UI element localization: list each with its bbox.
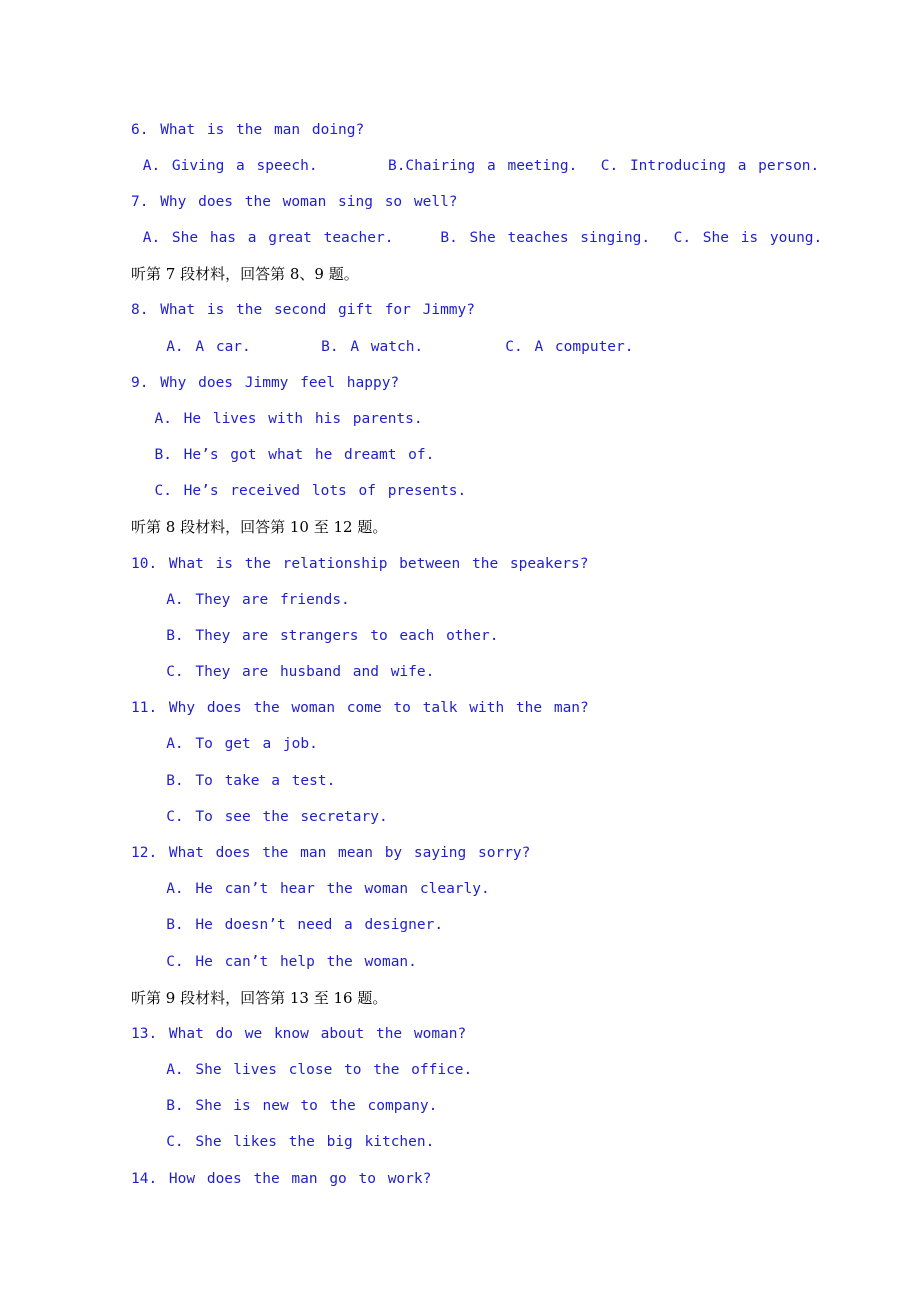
question-9-option-c: C. He’s received lots of presents.: [131, 483, 467, 499]
question-9-option-b: B. He’s got what he dreamt of.: [131, 447, 435, 463]
question-10-option-c: C. They are husband and wife.: [131, 664, 435, 680]
question-12-option-c: C. He can’t help the woman.: [131, 954, 417, 970]
question-13: 13. What do we know about the woman?: [131, 1026, 467, 1042]
question-7: 7. Why does the woman sing so well?: [131, 194, 458, 210]
question-8-options: A. A car. B. A watch. C. A computer.: [131, 339, 634, 355]
question-13-option-c: C. She likes the big kitchen.: [131, 1134, 435, 1150]
question-13-option-a: A. She lives close to the office.: [131, 1062, 473, 1078]
section-heading-7: 听第 7 段材料，回答第 8、9 题。: [131, 265, 359, 283]
question-9-option-a: A. He lives with his parents.: [131, 411, 423, 427]
question-11-option-b: B. To take a test.: [131, 773, 336, 789]
question-10-option-a: A. They are friends.: [131, 592, 350, 608]
question-14: 14. How does the man go to work?: [131, 1171, 432, 1187]
question-10-option-b: B. They are strangers to each other.: [131, 628, 499, 644]
question-10: 10. What is the relationship between the speakers?: [131, 556, 589, 572]
section-heading-9: 听第 9 段材料，回答第 13 至 16 题。: [131, 989, 388, 1007]
question-9: 9. Why does Jimmy feel happy?: [131, 375, 400, 391]
question-6-options: A. Giving a speech. B.Chairing a meeting. C. Introducing a person.: [131, 158, 820, 174]
question-8: 8. What is the second gift for Jimmy?: [131, 302, 476, 318]
question-6: 6. What is the man doing?: [131, 122, 365, 138]
question-11-option-c: C. To see the secretary.: [131, 809, 388, 825]
question-13-option-b: B. She is new to the company.: [131, 1098, 438, 1114]
question-12: 12. What does the man mean by saying sorry?: [131, 845, 531, 861]
section-heading-8: 听第 8 段材料，回答第 10 至 12 题。: [131, 518, 388, 536]
question-12-option-a: A. He can’t hear the woman clearly.: [131, 881, 490, 897]
question-11: 11. Why does the woman come to talk with the man?: [131, 700, 589, 716]
question-11-option-a: A. To get a job.: [131, 736, 318, 752]
question-7-options: A. She has a great teacher. B. She teaches singing. C. She is young.: [131, 230, 823, 246]
question-12-option-b: B. He doesn’t need a designer.: [131, 917, 444, 933]
